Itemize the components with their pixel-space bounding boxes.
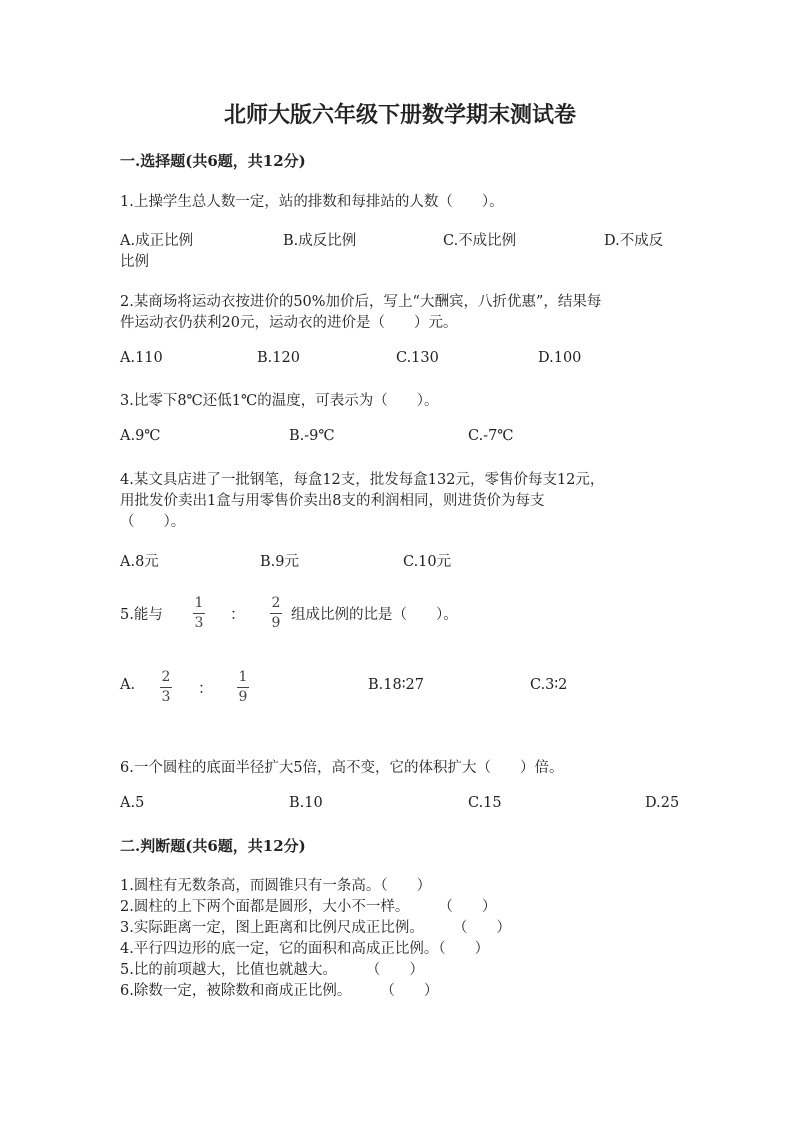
fraction-two-thirds	[160, 669, 172, 706]
page-title: 北师大版六年级下册数学期末测试卷	[223, 102, 576, 128]
question-3-stem: 3.比零下8℃还低1℃的温度，可表示为（ ）。	[120, 393, 439, 409]
question-3-option-a: A.9℃	[120, 428, 161, 444]
question-4-option-a: A.8元	[120, 554, 159, 570]
fraction-bar	[270, 613, 282, 614]
question-1-option-d: D.不成反	[604, 233, 664, 249]
question-2-option-b: B.120	[257, 350, 300, 366]
fraction-denominator: 9	[271, 615, 281, 631]
true-false-item: 2.圆柱的上下两个面都是圆形，大小不一样。 （ ）	[120, 899, 497, 915]
question-5-prefix: 5.能与	[120, 607, 163, 623]
fraction-one-third	[193, 595, 205, 632]
question-5-option-a-label: A.	[120, 677, 136, 693]
question-6-stem: 6.一个圆柱的底面半径扩大5倍，高不变，它的体积扩大（ ）倍。	[120, 760, 564, 776]
question-1-option-d-continued: 比例	[120, 254, 149, 270]
question-2-option-c: C.130	[396, 350, 439, 366]
question-1-option-a: A.成正比例	[120, 233, 194, 249]
question-4-option-c: C.10元	[403, 554, 452, 570]
fraction-numerator: 2	[271, 595, 281, 611]
fraction-denominator: 3	[194, 615, 204, 631]
fraction-numerator: 1	[238, 669, 248, 685]
question-1-option-b: B.成反比例	[283, 233, 357, 249]
true-false-item: 3.实际距离一定，图上距离和比例尺成正比例。 （ ）	[120, 920, 511, 936]
question-5-option-b: B.18∶27	[368, 677, 424, 693]
question-6-option-c: C.15	[468, 795, 502, 811]
fraction-bar	[193, 613, 205, 614]
fraction-one-ninth	[237, 669, 249, 706]
question-4-stem-line1: 4.某文具店进了一批钢笔，每盒12支，批发每盒132元，零售价每支12元，	[120, 472, 605, 488]
question-5-option-c: C.3∶2	[530, 677, 568, 693]
fraction-two-ninths	[270, 595, 282, 632]
true-false-item: 1.圆柱有无数条高，而圆锥只有一条高。（ ）	[120, 878, 432, 894]
ratio-colon: ：	[198, 679, 214, 697]
question-1-stem: 1.上操学生总人数一定，站的排数和每排站的人数（ ）。	[120, 194, 504, 210]
true-false-item: 5.比的前项越大，比值也就越大。 （ ）	[120, 962, 424, 978]
fraction-denominator: 9	[238, 689, 248, 705]
question-2-option-d: D.100	[538, 350, 582, 366]
question-5-suffix: 组成比例的比是（ ）。	[291, 607, 458, 623]
question-4-stem-line2: 用批发价卖出1盒与用零售价卖出8支的利润相同，则进货价为每支	[120, 493, 545, 509]
question-2-stem-line1: 2.某商场将运动衣按进价的50%加价后，写上“大酬宾，八折优惠”，结果每	[120, 294, 602, 310]
ratio-colon: ：	[230, 605, 246, 623]
question-2-option-a: A.110	[120, 350, 163, 366]
section-heading-choice: 一.选择题(共6题，共12分)	[120, 152, 306, 170]
fraction-numerator: 1	[194, 595, 204, 611]
true-false-item: 4.平行四边形的底一定，它的面积和高成正比例。（ ）	[120, 941, 490, 957]
question-6-option-d: D.25	[645, 795, 680, 811]
fraction-denominator: 3	[161, 689, 171, 705]
section-heading-true-false: 二.判断题(共6题，共12分)	[120, 837, 306, 855]
fraction-numerator: 2	[161, 669, 171, 685]
true-false-item: 6.除数一定，被除数和商成正比例。 （ ）	[120, 983, 439, 999]
question-6-option-a: A.5	[120, 795, 145, 811]
question-4-option-b: B.9元	[260, 554, 299, 570]
fraction-bar	[160, 687, 172, 688]
question-3-option-b: B.-9℃	[289, 428, 335, 444]
question-6-option-b: B.10	[289, 795, 323, 811]
question-4-stem-line3: （ ）。	[120, 514, 186, 530]
question-1-option-c: C.不成比例	[443, 233, 517, 249]
question-2-stem-line2: 件运动衣仍获利20元，运动衣的进价是（ ）元。	[120, 315, 458, 331]
question-3-option-c: C.-7℃	[468, 428, 514, 444]
fraction-bar	[237, 687, 249, 688]
